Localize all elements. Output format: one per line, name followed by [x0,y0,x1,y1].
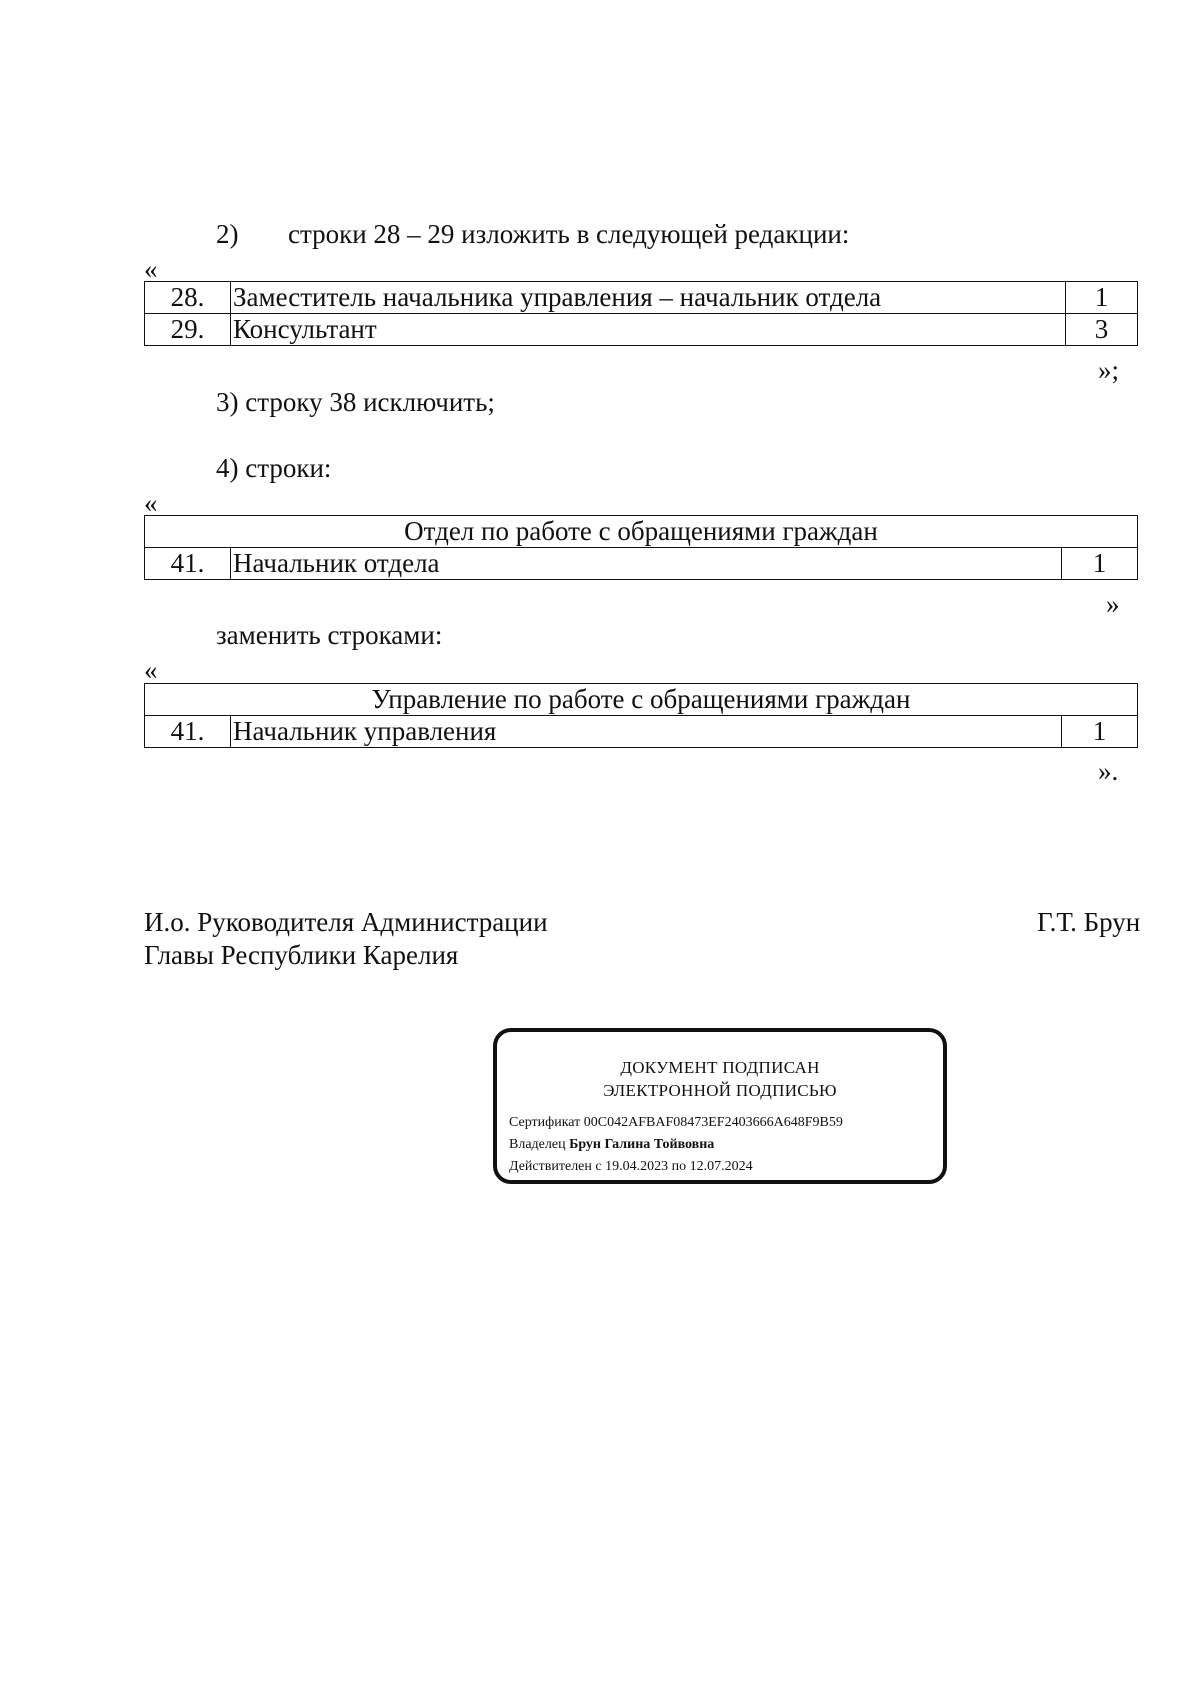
row-count: 3 [1066,314,1138,346]
department-header: Управление по работе с обращениями граждан [145,684,1138,716]
row-count: 1 [1061,548,1137,580]
stamp-title-line2: ЭЛЕКТРОННОЙ ПОДПИСЬЮ [603,1081,837,1100]
valid-to-label: по [671,1159,687,1174]
stamp-certificate [509,1115,843,1131]
stamp-title-line1: ДОКУМЕНТ ПОДПИСАН [620,1058,820,1077]
row-number: 29. [145,314,231,346]
stamp-owner [509,1137,714,1153]
open-quote: « [144,655,158,685]
open-quote: « [144,488,158,518]
replace-text: заменить строками: [216,620,443,650]
electronic-signature-stamp [493,1028,947,1184]
row-title: Начальник управления [231,716,1062,748]
signer-position-line2: Главы Республики Карелия [144,940,459,970]
row-number: 28. [145,282,231,314]
table-new-department [144,683,1138,748]
valid-to-date: 12.07.2024 [689,1159,753,1174]
table-row [145,716,1138,748]
valid-from-date: 19.04.2023 [605,1159,669,1174]
table-row [145,548,1138,580]
item-2-number: 2) [216,219,239,249]
close-quote-semicolon: »; [1098,355,1120,385]
signer-position-line1: И.о. Руководителя Администрации [144,907,548,937]
open-quote: « [144,254,158,284]
certificate-label: Сертификат [509,1115,581,1130]
table-row [145,282,1138,314]
table-header-row [145,516,1138,548]
table-row [145,314,1138,346]
owner-label: Владелец [509,1137,566,1152]
close-quote-period: ». [1098,756,1119,786]
row-title: Консультант [231,314,1066,346]
department-header: Отдел по работе с обращениями граждан [145,516,1138,548]
row-number: 41. [145,548,231,580]
row-title: Начальник отдела [231,548,1062,580]
signer-name: Г.Т. Брун [1037,907,1141,937]
table-old-department [144,515,1138,580]
row-title: Заместитель начальника управления – начальник отдела [231,282,1066,314]
row-number: 41. [145,716,231,748]
close-quote: » [1106,589,1120,619]
certificate-value: 00C042AFBAF08473EF2403666A648F9B59 [583,1115,843,1130]
owner-value: Брун Галина Тойвовна [569,1137,715,1152]
stamp-validity [509,1159,753,1175]
valid-label: Действителен [509,1159,592,1174]
item-3-text: 3) строку 38 исключить; [216,387,495,417]
item-4-text: 4) строки: [216,453,332,483]
valid-from-label: с [595,1159,602,1174]
table-rows-28-29 [144,281,1138,346]
item-2-text: строки 28 – 29 изложить в следующей редакции: [288,219,850,249]
row-count: 1 [1066,282,1138,314]
row-count: 1 [1062,716,1138,748]
table-header-row [145,684,1138,716]
